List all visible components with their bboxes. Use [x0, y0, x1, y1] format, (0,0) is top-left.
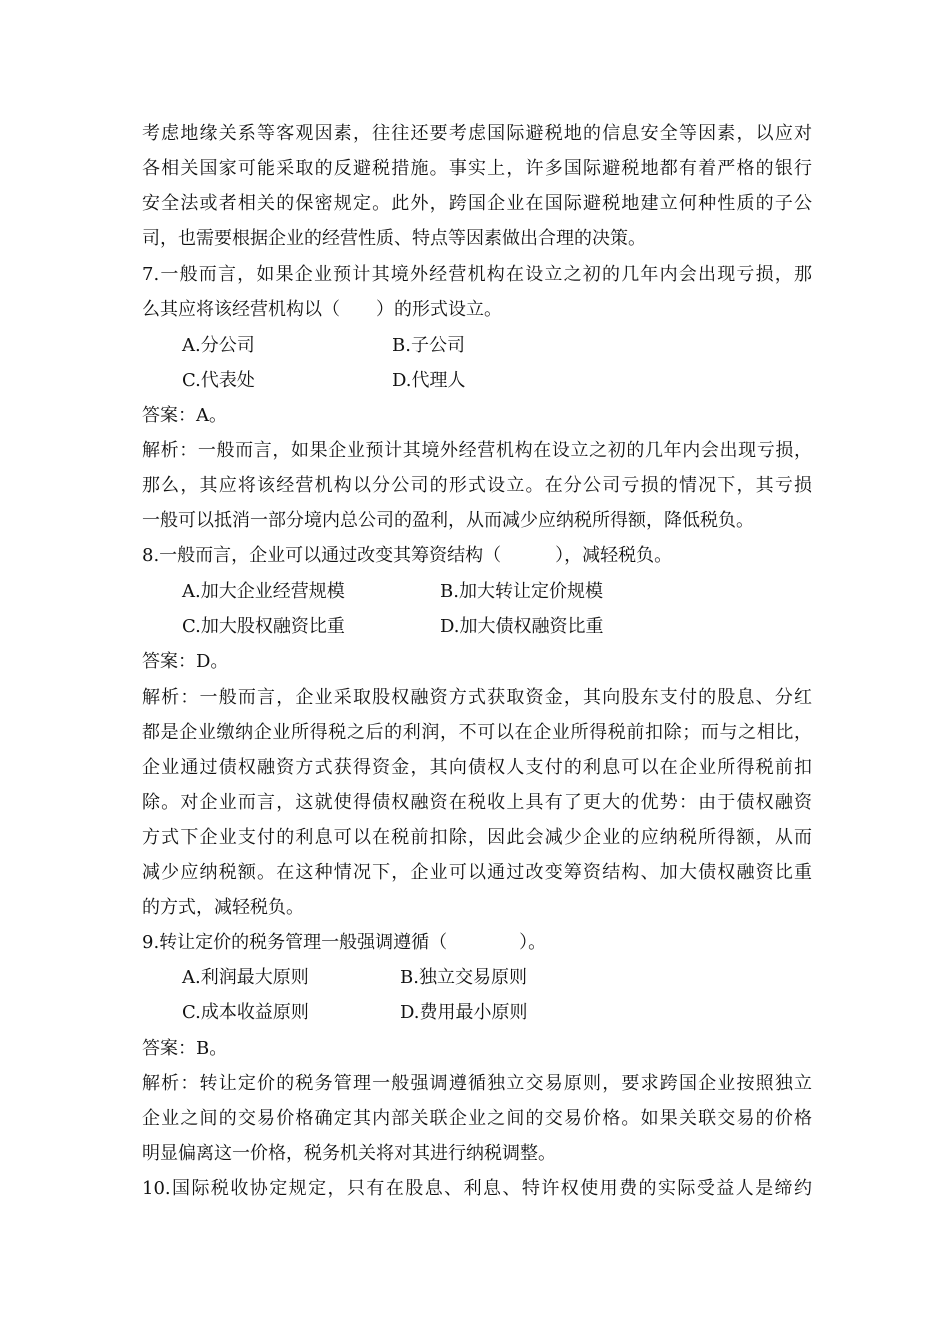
analysis-line: 解析：转让定价的税务管理一般强调遵循独立交易原则，要求跨国企业按照独立 [142, 1073, 812, 1094]
analysis-line: 解析：一般而言，企业采取股权融资方式获取资金，其向股东支付的股息、分红 [142, 687, 812, 708]
analysis-line: 方式下企业支付的利息可以在税前扣除，因此会减少企业的应纳税所得额，从而 [142, 827, 812, 848]
question-stem: 么其应将该经营机构以（ ）的形式设立。 [142, 299, 502, 320]
paragraph-line: 司，也需要根据企业的经营性质、特点等因素做出合理的决策。 [142, 228, 646, 249]
question-stem: 7.一般而言，如果企业预计其境外经营机构在设立之初的几年内会出现亏损，那 [142, 264, 812, 285]
paragraph-line: 考虑地缘关系等客观因素，往往还要考虑国际避税地的信息安全等因素，以应对 [142, 123, 812, 144]
analysis-line: 的方式，减轻税负。 [142, 897, 304, 918]
answer: 答案：D。 [142, 651, 229, 672]
analysis-line: 那么，其应将该经营机构以分公司的形式设立。在分公司亏损的情况下，其亏损 [142, 475, 812, 496]
analysis-line: 解析：一般而言，如果企业预计其境外经营机构在设立之初的几年内会出现亏损， [142, 440, 812, 461]
option-d: D.代理人 [392, 370, 466, 391]
analysis-line: 明显偏离这一价格，税务机关将对其进行纳税调整。 [142, 1143, 556, 1164]
option-b: B.独立交易原则 [400, 967, 527, 988]
option-d: D.加大债权融资比重 [440, 616, 604, 637]
option-b: B.子公司 [392, 335, 465, 356]
answer: 答案：A。 [142, 405, 227, 426]
option-c: C.加大股权融资比重 [182, 616, 345, 637]
option-b: B.加大转让定价规模 [440, 581, 603, 602]
question-stem: 8.一般而言，企业可以通过改变其筹资结构（ ），减轻税负。 [142, 545, 673, 566]
paragraph-line: 各相关国家可能采取的反避税措施。事实上，许多国际避税地都有着严格的银行 [142, 158, 812, 179]
option-a: A.分公司 [182, 335, 255, 356]
analysis-line: 企业通过债权融资方式获得资金，其向债权人支付的利息可以在企业所得税前扣 [142, 757, 812, 778]
question-stem: 10.国际税收协定规定，只有在股息、利息、特许权使用费的实际受益人是缔约 [142, 1178, 812, 1199]
analysis-line: 除。对企业而言，这就使得债权融资在税收上具有了更大的优势：由于债权融资 [142, 792, 812, 813]
option-c: C.成本收益原则 [182, 1002, 309, 1023]
option-a: A.加大企业经营规模 [182, 581, 345, 602]
option-d: D.费用最小原则 [400, 1002, 528, 1023]
option-c: C.代表处 [182, 370, 255, 391]
analysis-line: 减少应纳税额。在这种情况下，企业可以通过改变筹资结构、加大债权融资比重 [142, 862, 812, 883]
option-a: A.利润最大原则 [182, 967, 309, 988]
answer: 答案：B。 [142, 1038, 228, 1059]
paragraph-line: 安全法或者相关的保密规定。此外，跨国企业在国际避税地建立何种性质的子公 [142, 193, 812, 214]
analysis-line: 都是企业缴纳企业所得税之后的利润，不可以在企业所得税前扣除；而与之相比， [142, 722, 812, 743]
analysis-line: 一般可以抵消一部分境内总公司的盈利，从而减少应纳税所得额，降低税负。 [142, 510, 754, 531]
question-stem: 9.转让定价的税务管理一般强调遵循（ ）。 [142, 932, 547, 953]
analysis-line: 企业之间的交易价格确定其内部关联企业之间的交易价格。如果关联交易的价格 [142, 1108, 812, 1129]
